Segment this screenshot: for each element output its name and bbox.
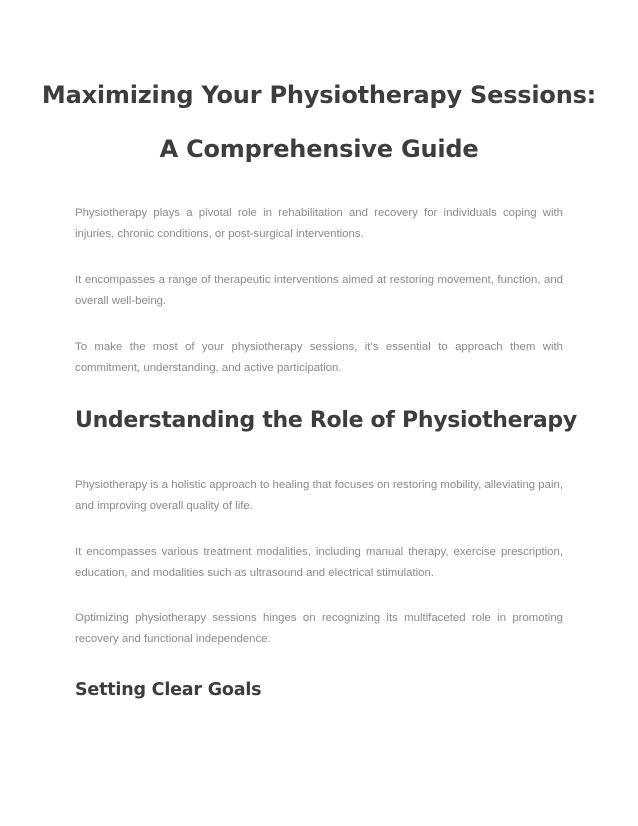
intro-paragraph: It encompasses a range of therapeutic interventions aimed at restoring movement, function, and overall well-being. [75, 274, 563, 307]
intro-paragraph: To make the most of your physiotherapy sessions, it’s essential to approach them with commitment, understanding, and active participation. [75, 341, 563, 374]
intro-paragraph: Physiotherapy plays a pivotal role in rehabilitation and recovery for individuals coping with injuries, chronic conditions, or post-surgical interventions. [75, 207, 563, 240]
section-heading-role-of-physiotherapy: Understanding the Role of Physiotherapy [75, 408, 577, 433]
section-paragraph: Optimizing physiotherapy sessions hinges on recognizing its multifaceted role in promoting recovery and functional independence. [75, 612, 563, 645]
page-title: Maximizing Your Physiotherapy Sessions: A Comprehensive Guide [41, 81, 597, 163]
section-paragraph: Physiotherapy is a holistic approach to healing that focuses on restoring mobility, alleviating pain, and improving overall quality of life. [75, 479, 563, 512]
section-heading-setting-clear-goals: Setting Clear Goals [75, 680, 262, 700]
section-paragraph: It encompasses various treatment modalities, including manual therapy, exercise prescription, education, and modalities such as ultrasound and electrical stimulation. [75, 546, 563, 579]
